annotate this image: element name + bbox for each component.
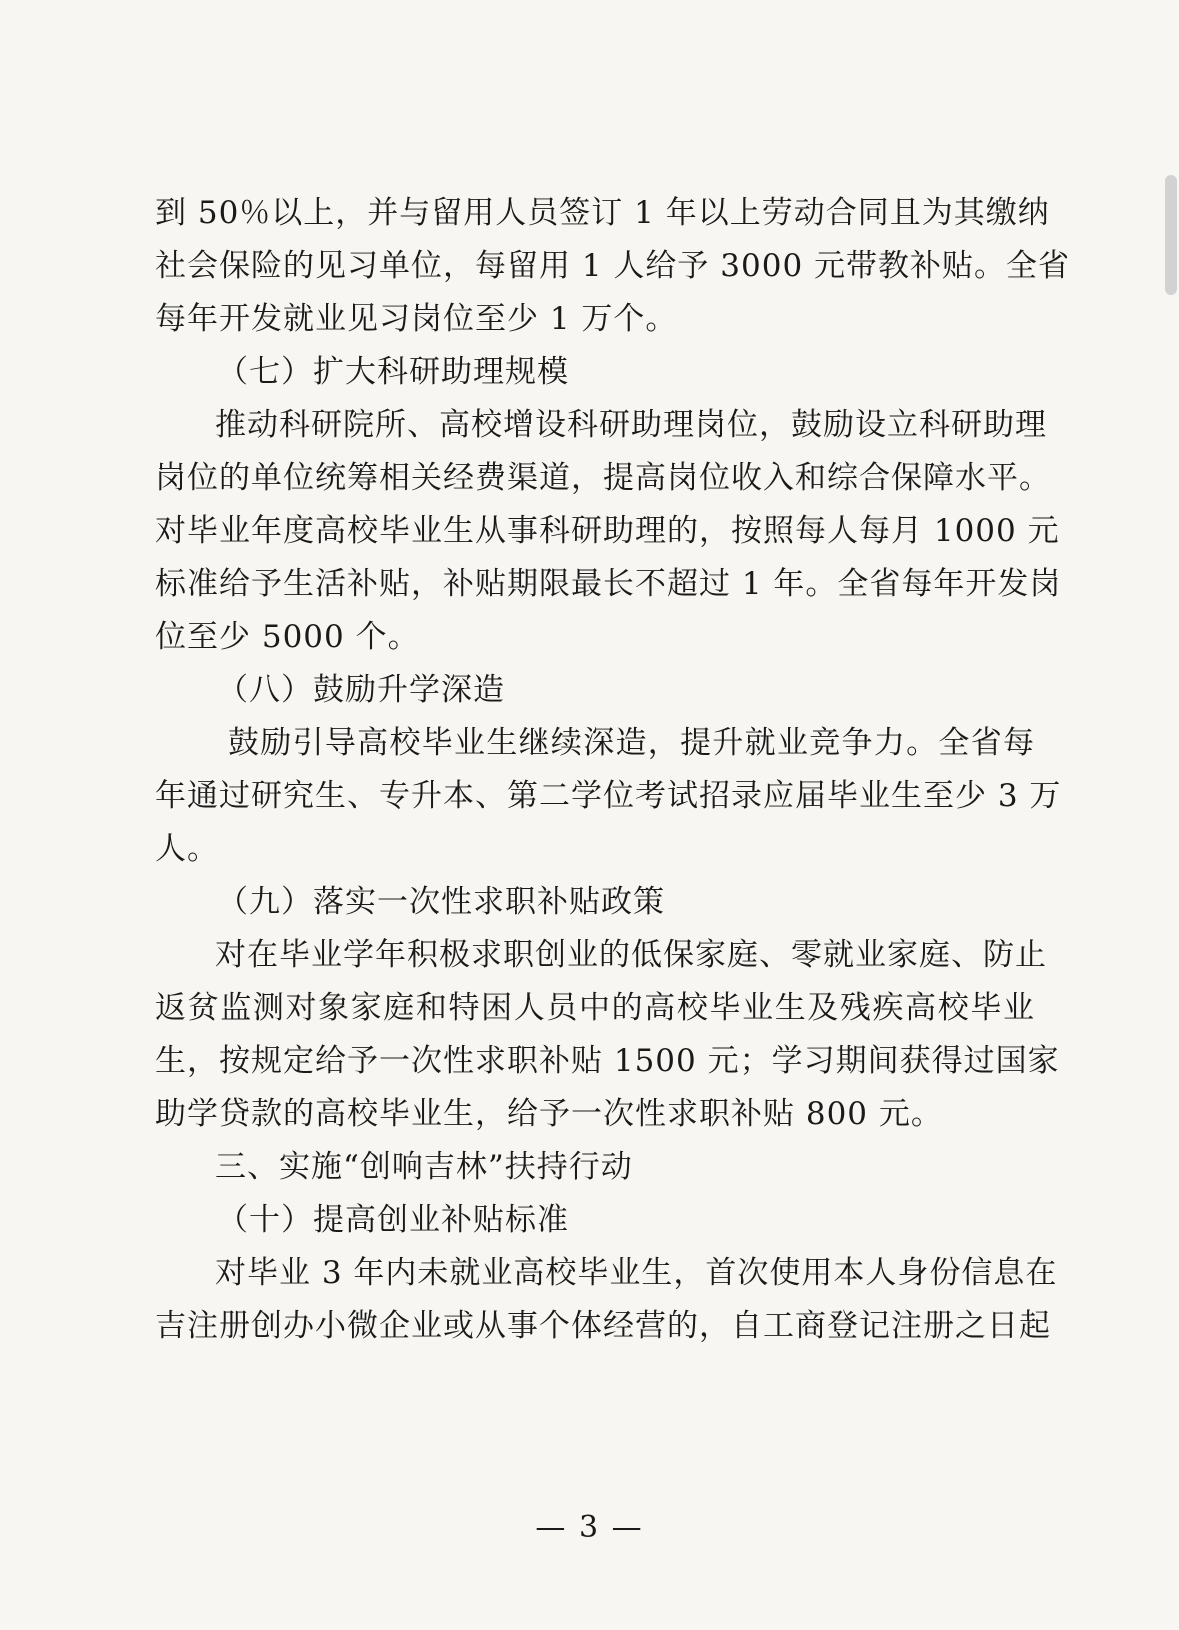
text-line: 返贫监测对象家庭和特困人员中的高校毕业生及残疾高校毕业 — [155, 990, 1035, 1026]
text-line: 年通过研究生、专升本、第二学位考试招录应届毕业生至少 3 万 — [155, 778, 1062, 814]
scrollbar-thumb[interactable] — [1165, 175, 1177, 295]
section-heading: （七）扩大科研助理规模 — [217, 354, 569, 390]
text-line: 每年开发就业见习岗位至少 1 万个。 — [155, 301, 678, 337]
text-line: 对毕业年度高校毕业生从事科研助理的，按照每人每月 1000 元 — [155, 513, 1060, 549]
section-heading: （九）落实一次性求职补贴政策 — [217, 884, 665, 920]
text-line: 岗位的单位统筹相关经费渠道，提高岗位收入和综合保障水平。 — [155, 460, 1051, 496]
text-line: 推动科研院所、高校增设科研助理岗位，鼓励设立科研助理 — [215, 407, 1047, 443]
section-heading: （八）鼓励升学深造 — [217, 672, 505, 708]
text-line: 鼓励引导高校毕业生继续深造，提升就业竞争力。全省每 — [228, 725, 1035, 761]
section-heading: （十）提高创业补贴标准 — [217, 1202, 569, 1238]
text-line: 吉注册创办小微企业或从事个体经营的，自工商登记注册之日起 — [155, 1308, 1051, 1344]
page-number: — 3 — — [535, 1510, 644, 1545]
part-heading: 三、实施“创响吉林”扶持行动 — [215, 1149, 633, 1185]
text-line: 对在毕业学年积极求职创业的低保家庭、零就业家庭、防止 — [215, 937, 1047, 973]
text-line: 生，按规定给予一次性求职补贴 1500 元；学习期间获得过国家 — [155, 1043, 1060, 1079]
text-line: 到 50％以上，并与留用人员签订 1 年以上劳动合同且为其缴纳 — [155, 195, 1050, 231]
text-line: 标准给予生活补贴，补贴期限最长不超过 1 年。全省每年开发岗 — [155, 566, 1062, 602]
text-line: 社会保险的见习单位，每留用 1 人给予 3000 元带教补贴。全省 — [155, 248, 1071, 284]
text-line: 人。 — [155, 831, 219, 867]
text-line: 位至少 5000 个。 — [155, 619, 420, 655]
text-line: 对毕业 3 年内未就业高校毕业生，首次使用本人身份信息在 — [215, 1255, 1058, 1291]
text-line: 助学贷款的高校毕业生，给予一次性求职补贴 800 元。 — [155, 1096, 943, 1132]
